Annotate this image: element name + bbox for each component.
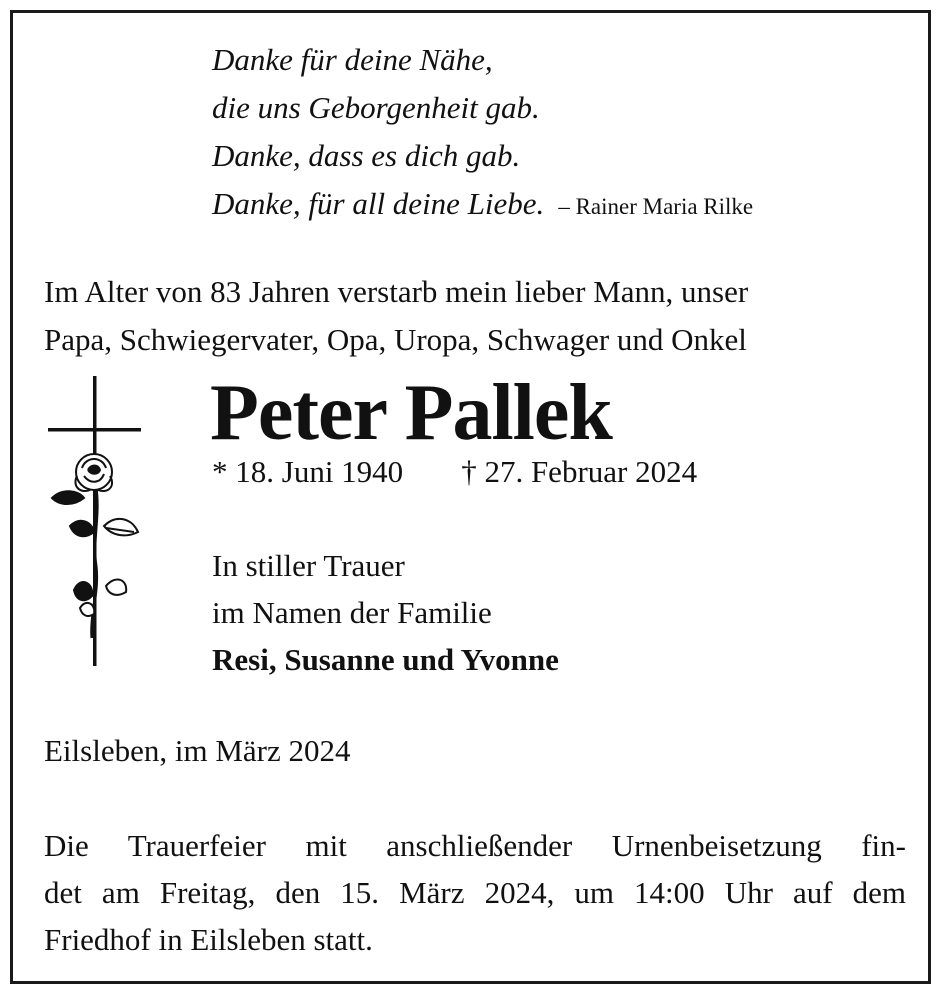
poem-line: die uns Geborgenheit gab. — [212, 90, 540, 125]
mourning-line: In stiller Trauer — [212, 548, 405, 583]
death-date: † 27. Februar 2024 — [461, 454, 698, 489]
service-line: Die Trauerfeier mit anschließender Urnenbeisetzung fin- — [44, 828, 906, 863]
rose-icon — [52, 454, 138, 638]
mourner-names: Resi, Susanne und Yvonne — [212, 642, 559, 677]
poem-line — [212, 180, 753, 231]
birth-date: * 18. Juni 1940 — [212, 454, 404, 489]
deceased-name: Peter Pallek — [210, 369, 612, 457]
service-line: Friedhof in Eilsleben statt. — [44, 922, 373, 957]
poem-line: Danke, dass es dich gab. — [212, 138, 521, 173]
poem-last-line-text: Danke, für all deine Liebe. — [212, 186, 545, 221]
poem — [212, 36, 753, 231]
place-date: Eilsleben, im März 2024 — [44, 733, 351, 768]
intro-line: Im Alter von 83 Jahren verstarb mein lieber Mann, unser — [44, 274, 749, 309]
intro-line: Papa, Schwiegervater, Opa, Uropa, Schwager und Onkel — [44, 322, 747, 357]
cross-rose-illustration — [44, 376, 144, 668]
life-dates — [212, 450, 697, 494]
mourning-block — [212, 542, 559, 683]
service-info — [44, 822, 906, 963]
poem-attribution: – Rainer Maria Rilke — [558, 194, 754, 219]
service-line: det am Freitag, den 15. März 2024, um 14:00 Uhr auf dem — [44, 875, 906, 910]
poem-line: Danke für deine Nähe, — [212, 42, 493, 77]
intro-text — [44, 268, 748, 364]
mourning-line: im Namen der Familie — [212, 595, 492, 630]
